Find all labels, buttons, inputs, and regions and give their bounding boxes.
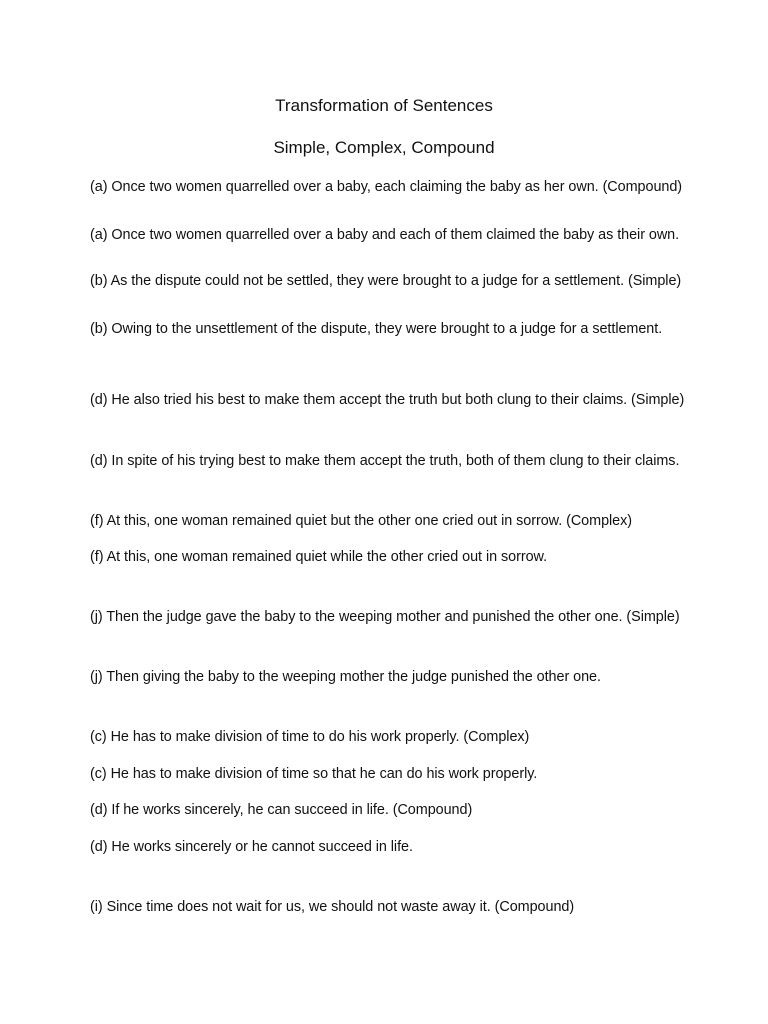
page-subtitle: Simple, Complex, Compound — [273, 138, 495, 157]
paragraph: (d) He works sincerely or he cannot succeed in life. — [90, 839, 413, 855]
paragraph: (b) Owing to the unsettlement of the dispute, they were brought to a judge for a settlement. — [90, 321, 663, 337]
paragraph: (f) At this, one woman remained quiet while the other cried out in sorrow. — [90, 549, 548, 565]
paragraph: (j) Then the judge gave the baby to the weeping mother and punished the other one. (Simple) — [90, 609, 680, 625]
paragraph: (d) If he works sincerely, he can succeed in life. (Compound) — [90, 802, 473, 818]
paragraph: (j) Then giving the baby to the weeping mother the judge punished the other one. — [90, 669, 601, 685]
paragraph: (a) Once two women quarrelled over a baby and each of them claimed the baby as their own. — [90, 227, 680, 243]
paragraph: (d) He also tried his best to make them accept the truth but both clung to their claims. (Simple) — [90, 392, 685, 408]
paragraph: (i) Since time does not wait for us, we should not waste away it. (Compound) — [90, 899, 575, 915]
page-title: Transformation of Sentences — [275, 96, 493, 115]
paragraph: (f) At this, one woman remained quiet but the other one cried out in sorrow. (Complex) — [90, 513, 633, 529]
paragraph: (a) Once two women quarrelled over a baby, each claiming the baby as her own. (Compound) — [90, 179, 683, 195]
paragraph: (b) As the dispute could not be settled, they were brought to a judge for a settlement. (Simple) — [90, 273, 682, 289]
paragraph: (c) He has to make division of time so that he can do his work properly. — [90, 766, 538, 782]
paragraph: (d) In spite of his trying best to make them accept the truth, both of them clung to their claims. — [90, 453, 680, 469]
paragraph: (c) He has to make division of time to do his work properly. (Complex) — [90, 729, 530, 745]
